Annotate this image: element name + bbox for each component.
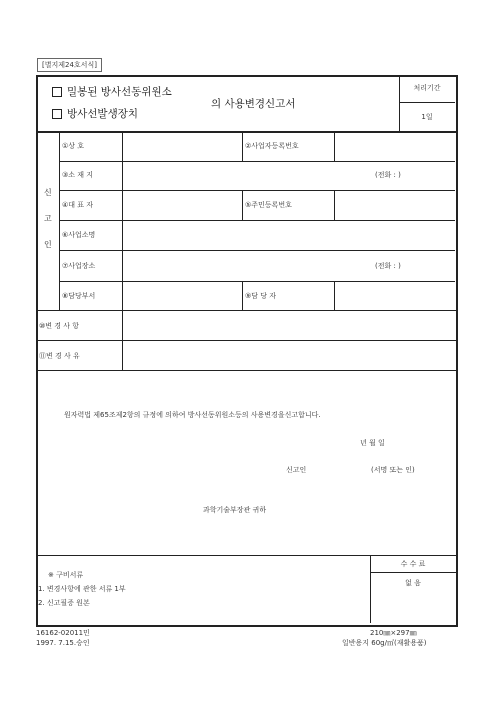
business-reg-no-label: ②사업자등록번호	[245, 142, 299, 150]
trade-name-field[interactable]	[123, 132, 241, 160]
business-place-field[interactable]	[123, 251, 363, 280]
checkbox-sealed-isotope[interactable]	[52, 87, 62, 97]
resident-reg-no-label: ⑤주민등록번호	[245, 201, 292, 209]
processing-period-label: 처리기간	[413, 84, 441, 92]
form-code: 16162-02011민	[36, 629, 90, 637]
phone-1: (전화 : )	[375, 171, 401, 179]
business-reg-no-field[interactable]	[335, 132, 454, 160]
change-items-label: ⑩변 경 사 항	[39, 322, 79, 330]
fee-value: 없 음	[405, 579, 421, 587]
applicant-label: 신고인	[286, 466, 307, 474]
fee-label: 수 수 료	[400, 560, 426, 568]
applicant-side-label-3: 인	[44, 240, 52, 249]
required-doc-2: 2. 신고필증 원본	[38, 599, 90, 607]
applicant-side-label-2: 고	[44, 214, 52, 223]
trade-name-label: ①상 호	[62, 142, 85, 150]
change-reason-label: ⑪변 경 사 유	[39, 352, 80, 360]
phone-2: (전화 : )	[375, 262, 401, 270]
form-number: [별지제24호서식]	[37, 58, 102, 72]
department-field[interactable]	[123, 282, 241, 309]
signature-label: (서명 또는 인)	[371, 466, 415, 474]
paper-size: 210㎜×297㎜	[370, 629, 417, 637]
address-label: ③소 재 지	[62, 171, 94, 179]
person-in-charge-label: ⑨담 당 자	[245, 292, 277, 300]
required-doc-1: 1. 변경사항에 관한 서류 1부	[38, 585, 126, 593]
change-reason-field[interactable]	[123, 341, 454, 369]
business-name-field[interactable]	[123, 221, 454, 249]
declaration-statement: 원자력법 제65조제2항의 규정에 의하여 방사선동위원소등의 사용변경을신고합니다.	[64, 411, 321, 419]
business-place-label: ⑦사업장소	[62, 262, 96, 270]
approval-date: 1997. 7.15.승인	[36, 639, 90, 647]
option-sealed-isotope: 밀봉된 방사선동위원소	[52, 84, 172, 99]
form-title: 의 사용변경신고서	[211, 98, 296, 110]
representative-label: ④대 표 자	[62, 201, 94, 209]
change-items-field[interactable]	[123, 311, 454, 339]
checkbox-radiation-generator[interactable]	[52, 109, 62, 119]
representative-field[interactable]	[123, 191, 241, 219]
department-label: ⑧담당부서	[62, 292, 96, 300]
business-name-label: ⑥사업소명	[62, 231, 96, 239]
addressee: 과학기술부장관 귀하	[203, 506, 267, 514]
person-in-charge-field[interactable]	[335, 282, 454, 309]
required-docs-title: ※ 구비서류	[48, 571, 84, 579]
address-field[interactable]	[123, 162, 363, 189]
resident-reg-no-field[interactable]	[335, 191, 454, 219]
date-line: 년 월 일	[360, 439, 385, 447]
paper-type: 일반용지 60g/㎡(재활용품)	[342, 639, 427, 647]
option-radiation-generator: 방사선발생장치	[52, 106, 138, 121]
applicant-side-label-1: 신	[44, 188, 52, 197]
processing-period-value: 1일	[421, 113, 433, 121]
